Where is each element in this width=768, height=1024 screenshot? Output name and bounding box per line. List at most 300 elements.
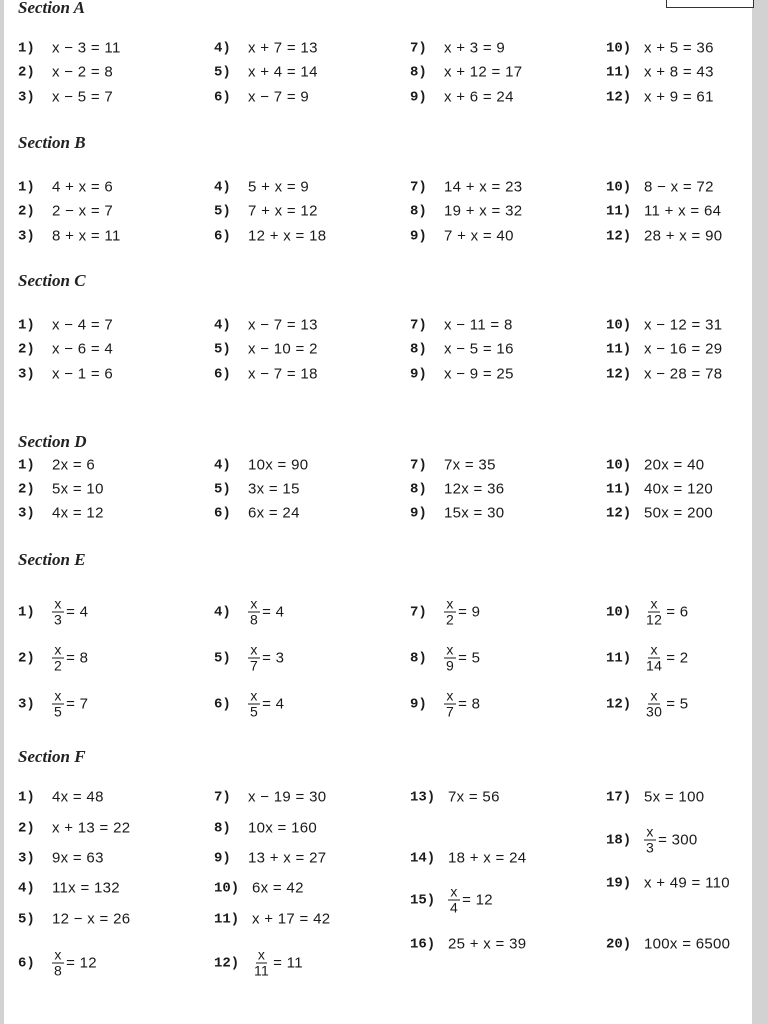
fraction-denominator: 2 [446, 611, 455, 628]
fraction-numerator: x [54, 595, 62, 612]
equation [444, 689, 480, 720]
fraction-numerator: x [446, 687, 454, 704]
problem-number: 5) [214, 64, 231, 80]
problem-item [214, 228, 326, 245]
problem-item [410, 64, 522, 81]
fraction-denominator: 30 [646, 703, 663, 720]
problem-item [214, 89, 309, 106]
problem-number: 12) [606, 228, 632, 244]
problem-number: 7) [410, 40, 427, 56]
equation: x − 28 = 78 [644, 365, 723, 383]
fraction [644, 689, 664, 720]
problem-item [606, 789, 704, 806]
problem-number: 2) [18, 481, 35, 497]
section-title: Section E [18, 550, 86, 569]
problem-item [606, 825, 698, 856]
equation: 4x = 12 [52, 504, 104, 522]
fraction-numerator: x [450, 883, 458, 900]
problem-number: 9) [410, 89, 427, 105]
equation: x + 9 = 61 [644, 88, 714, 106]
equation: x + 12 = 17 [444, 63, 523, 81]
problem-item [410, 179, 522, 196]
problem-item [606, 317, 722, 334]
equation: 10x = 160 [248, 819, 318, 837]
problem-number: 3) [18, 89, 35, 105]
problem-number: 11) [606, 650, 632, 666]
fraction-numerator: x [54, 687, 62, 704]
problem-item [606, 40, 714, 57]
problem-item [606, 179, 714, 196]
equation-rest: = 4 [66, 603, 89, 621]
fraction-denominator: 9 [446, 657, 455, 674]
equation-rest: = 5 [458, 649, 481, 667]
problem-number: 1) [18, 179, 35, 195]
equation-rest: = 12 [66, 954, 97, 972]
problem-item [214, 203, 318, 220]
problem-number: 3) [18, 696, 35, 712]
problem-number: 8) [410, 481, 427, 497]
problem-number: 6) [214, 696, 231, 712]
problem-item [18, 689, 88, 720]
problem-number: 5) [18, 911, 35, 927]
problem-number: 12) [606, 505, 632, 521]
equation: x − 19 = 30 [248, 788, 327, 806]
fraction [444, 643, 456, 674]
problem-number: 12) [214, 955, 240, 971]
fraction-denominator: 7 [446, 703, 455, 720]
equation [252, 948, 303, 979]
problem-item [214, 880, 304, 897]
fraction-denominator: 12 [646, 611, 663, 628]
problem-number: 6) [18, 955, 35, 971]
problem-number: 9) [410, 366, 427, 382]
problem-number: 7) [410, 604, 427, 620]
problem-number: 2) [18, 203, 35, 219]
equation: x − 5 = 16 [444, 340, 514, 358]
equation-rest: = 11 [273, 954, 303, 972]
fraction-numerator: x [650, 687, 658, 704]
problem-number: 2) [18, 341, 35, 357]
problem-item [214, 789, 326, 806]
answer-box [666, 0, 754, 8]
problem-number: 8) [410, 64, 427, 80]
problem-number: 4) [214, 179, 231, 195]
fraction [248, 643, 260, 674]
problem-item [18, 457, 95, 474]
problem-item [410, 597, 480, 628]
equation: 8 − x = 72 [644, 178, 714, 196]
equation: 5 + x = 9 [248, 178, 310, 196]
problem-item [410, 689, 480, 720]
equation-rest: = 300 [658, 831, 698, 849]
problem-item [214, 911, 330, 928]
problem-item [18, 643, 88, 674]
section-title: Section F [18, 747, 86, 766]
equation: 4x = 48 [52, 788, 104, 806]
problem-item [18, 820, 130, 837]
equation: 5x = 10 [52, 480, 104, 498]
problem-number: 5) [214, 650, 231, 666]
problem-number: 10) [606, 317, 632, 333]
problem-number: 1) [18, 789, 35, 805]
problem-number: 10) [606, 40, 632, 56]
problem-item [410, 505, 504, 522]
fraction-denominator: 3 [54, 611, 63, 628]
problem-number: 7) [214, 789, 231, 805]
equation [448, 885, 493, 916]
equation: 6x = 42 [252, 879, 304, 897]
problem-number: 3) [18, 505, 35, 521]
equation: x − 4 = 7 [52, 316, 114, 334]
equation: 7 + x = 12 [248, 202, 318, 220]
problem-item [606, 689, 688, 720]
equation-rest: = 7 [66, 695, 89, 713]
problem-number: 6) [214, 505, 231, 521]
equation [52, 643, 88, 674]
equation [444, 597, 480, 628]
problem-number: 6) [214, 366, 231, 382]
equation: 5x = 100 [644, 788, 705, 806]
problem-number: 15) [410, 892, 436, 908]
problem-number: 6) [214, 89, 231, 105]
equation: 11 + x = 64 [644, 202, 722, 220]
problem-number: 16) [410, 936, 436, 952]
problem-item [18, 64, 113, 81]
equation [644, 643, 688, 674]
equation-rest: = 6 [666, 603, 689, 621]
problem-number: 18) [606, 832, 632, 848]
fraction-numerator: x [446, 595, 454, 612]
equation: 28 + x = 90 [644, 227, 723, 245]
problem-number: 2) [18, 650, 35, 666]
equation-rest: = 5 [666, 695, 689, 713]
section-title: Section A [18, 0, 85, 17]
equation: 7x = 35 [444, 456, 496, 474]
problem-number: 1) [18, 40, 35, 56]
problem-item [214, 457, 308, 474]
problem-number: 1) [18, 457, 35, 473]
equation [644, 825, 698, 856]
equation: x − 7 = 13 [248, 316, 318, 334]
fraction-denominator: 8 [54, 962, 63, 979]
problem-item [214, 597, 284, 628]
fraction-denominator: 7 [250, 657, 259, 674]
problem-item [606, 366, 722, 383]
problem-number: 1) [18, 604, 35, 620]
fraction-denominator: 11 [254, 962, 270, 979]
problem-item [214, 179, 309, 196]
equation [248, 643, 284, 674]
problem-item [214, 481, 300, 498]
problem-item [214, 948, 303, 979]
equation-rest: = 9 [458, 603, 481, 621]
fraction [448, 885, 460, 916]
problem-item [410, 885, 493, 916]
fraction-numerator: x [646, 823, 654, 840]
equation: 12x = 36 [444, 480, 505, 498]
equation: 8 + x = 11 [52, 227, 121, 245]
fraction-denominator: 14 [646, 657, 663, 674]
fraction-numerator: x [250, 687, 258, 704]
page-right-border [752, 0, 768, 1024]
problem-item [410, 850, 526, 867]
problem-item [18, 179, 113, 196]
problem-item [18, 366, 113, 383]
problem-number: 7) [410, 317, 427, 333]
problem-item [214, 850, 326, 867]
equation: 2 − x = 7 [52, 202, 114, 220]
problem-item [18, 850, 104, 867]
problem-number: 5) [214, 341, 231, 357]
equation: x − 1 = 6 [52, 365, 114, 383]
equation: 18 + x = 24 [448, 849, 527, 867]
problem-number: 11) [606, 64, 632, 80]
page-left-border [0, 0, 4, 1024]
fraction [644, 597, 664, 628]
equation: 7x = 56 [448, 788, 500, 806]
fraction [444, 689, 456, 720]
fraction [52, 948, 64, 979]
problem-number: 5) [214, 481, 231, 497]
problem-number: 11) [214, 911, 240, 927]
equation: x + 3 = 9 [444, 39, 506, 57]
problem-item [214, 505, 300, 522]
equation: x − 6 = 4 [52, 340, 114, 358]
equation: 12 − x = 26 [52, 910, 131, 928]
problem-number: 1) [18, 317, 35, 333]
section-title: Section C [18, 271, 86, 290]
problem-number: 4) [214, 604, 231, 620]
equation: x + 7 = 13 [248, 39, 318, 57]
equation: 40x = 120 [644, 480, 714, 498]
fraction-numerator: x [650, 641, 658, 658]
problem-number: 4) [18, 880, 35, 896]
equation: 50x = 200 [644, 504, 714, 522]
problem-item [18, 317, 113, 334]
problem-item [410, 481, 504, 498]
fraction-numerator: x [54, 641, 62, 658]
problem-number: 2) [18, 820, 35, 836]
problem-item [18, 948, 97, 979]
problem-item [18, 89, 113, 106]
fraction [52, 597, 64, 628]
problem-number: 3) [18, 850, 35, 866]
problem-number: 6) [214, 228, 231, 244]
problem-item [214, 643, 284, 674]
equation: 3x = 15 [248, 480, 300, 498]
fraction [644, 825, 656, 856]
equation: 10x = 90 [248, 456, 309, 474]
problem-item [606, 936, 730, 953]
problem-item [18, 40, 121, 57]
problem-item [606, 481, 713, 498]
problem-number: 5) [214, 203, 231, 219]
fraction-numerator: x [446, 641, 454, 658]
equation [248, 597, 284, 628]
fraction [52, 643, 64, 674]
problem-item [606, 228, 722, 245]
equation: 9x = 63 [52, 849, 104, 867]
problem-item [18, 880, 120, 897]
problem-number: 12) [606, 89, 632, 105]
problem-item [606, 643, 688, 674]
fraction-denominator: 8 [250, 611, 259, 628]
problem-item [18, 789, 104, 806]
problem-item [214, 689, 284, 720]
section-title: Section B [18, 133, 86, 152]
problem-number: 10) [606, 179, 632, 195]
problem-item [606, 203, 721, 220]
fraction-denominator: 5 [54, 703, 63, 720]
equation [52, 689, 88, 720]
problem-item [214, 40, 318, 57]
problem-number: 9) [410, 228, 427, 244]
problem-item [214, 317, 318, 334]
equation: 14 + x = 23 [444, 178, 523, 196]
equation: x − 9 = 25 [444, 365, 514, 383]
equation-rest: = 3 [262, 649, 285, 667]
problem-number: 9) [410, 696, 427, 712]
equation: 25 + x = 39 [448, 935, 527, 953]
problem-number: 20) [606, 936, 632, 952]
problem-number: 11) [606, 481, 632, 497]
fraction-numerator: x [650, 595, 658, 612]
problem-item [214, 64, 318, 81]
fraction-numerator: x [250, 595, 258, 612]
equation: x + 4 = 14 [248, 63, 318, 81]
equation: x − 7 = 9 [248, 88, 310, 106]
equation: 4 + x = 6 [52, 178, 114, 196]
problem-number: 19) [606, 875, 632, 891]
problem-item [214, 820, 317, 837]
problem-item [214, 341, 318, 358]
problem-number: 10) [606, 604, 632, 620]
equation: x + 5 = 36 [644, 39, 714, 57]
equation: 2x = 6 [52, 456, 96, 474]
equation: x − 2 = 8 [52, 63, 114, 81]
problem-number: 8) [410, 203, 427, 219]
problem-number: 7) [410, 179, 427, 195]
equation: 20x = 40 [644, 456, 705, 474]
problem-item [606, 875, 730, 892]
equation-rest: = 2 [666, 649, 689, 667]
fraction [248, 689, 260, 720]
problem-item [410, 643, 480, 674]
problem-number: 8) [410, 650, 427, 666]
equation [644, 597, 688, 628]
equation: x − 12 = 31 [644, 316, 723, 334]
equation: 7 + x = 40 [444, 227, 514, 245]
equation: 11x = 132 [52, 879, 120, 897]
equation: 12 + x = 18 [248, 227, 327, 245]
fraction-denominator: 2 [54, 657, 63, 674]
equation-rest: = 12 [462, 891, 493, 909]
problem-number: 12) [606, 366, 632, 382]
equation-rest: = 8 [66, 649, 89, 667]
equation: x − 3 = 11 [52, 39, 121, 57]
problem-item [410, 89, 514, 106]
equation [52, 948, 97, 979]
equation: x − 10 = 2 [248, 340, 318, 358]
problem-item [410, 789, 500, 806]
equation: x − 16 = 29 [644, 340, 723, 358]
problem-number: 3) [18, 228, 35, 244]
problem-item [606, 89, 714, 106]
problem-number: 17) [606, 789, 632, 805]
fraction-denominator: 3 [646, 839, 655, 856]
problem-item [410, 40, 505, 57]
problem-item [18, 505, 104, 522]
problem-item [18, 481, 104, 498]
problem-number: 9) [410, 505, 427, 521]
problem-number: 12) [606, 696, 632, 712]
equation [444, 643, 480, 674]
problem-item [410, 457, 496, 474]
problem-number: 14) [410, 850, 436, 866]
equation: x + 13 = 22 [52, 819, 131, 837]
fraction-numerator: x [54, 946, 62, 963]
equation [52, 597, 88, 628]
fraction [52, 689, 64, 720]
equation [248, 689, 284, 720]
problem-item [410, 228, 514, 245]
problem-number: 2) [18, 64, 35, 80]
problem-item [606, 341, 722, 358]
equation: x − 11 = 8 [444, 316, 513, 334]
equation: x − 7 = 18 [248, 365, 318, 383]
problem-item [410, 341, 514, 358]
problem-item [410, 936, 526, 953]
equation: x + 6 = 24 [444, 88, 514, 106]
equation-rest: = 8 [458, 695, 481, 713]
equation [644, 689, 688, 720]
problem-number: 8) [214, 820, 231, 836]
equation: x + 49 = 110 [644, 874, 730, 892]
problem-number: 4) [214, 457, 231, 473]
equation: 13 + x = 27 [248, 849, 327, 867]
problem-item [410, 203, 522, 220]
fraction [644, 643, 664, 674]
problem-item [410, 317, 513, 334]
section-title: Section D [18, 432, 87, 451]
equation: x + 17 = 42 [252, 910, 331, 928]
equation: x + 8 = 43 [644, 63, 714, 81]
equation: 100x = 6500 [644, 935, 731, 953]
equation-rest: = 4 [262, 695, 285, 713]
problem-number: 10) [606, 457, 632, 473]
problem-item [18, 911, 130, 928]
problem-item [606, 505, 713, 522]
problem-item [410, 366, 514, 383]
fraction-numerator: x [250, 641, 258, 658]
equation: 6x = 24 [248, 504, 300, 522]
problem-item [606, 597, 688, 628]
problem-item [18, 341, 113, 358]
problem-item [18, 597, 88, 628]
problem-number: 4) [214, 40, 231, 56]
problem-item [18, 203, 113, 220]
fraction-denominator: 4 [450, 899, 459, 916]
equation: x − 5 = 7 [52, 88, 114, 106]
problem-number: 10) [214, 880, 240, 896]
fraction [444, 597, 456, 628]
problem-number: 8) [410, 341, 427, 357]
problem-number: 7) [410, 457, 427, 473]
fraction-denominator: 5 [250, 703, 259, 720]
problem-item [214, 366, 318, 383]
problem-item [18, 228, 121, 245]
problem-number: 9) [214, 850, 231, 866]
